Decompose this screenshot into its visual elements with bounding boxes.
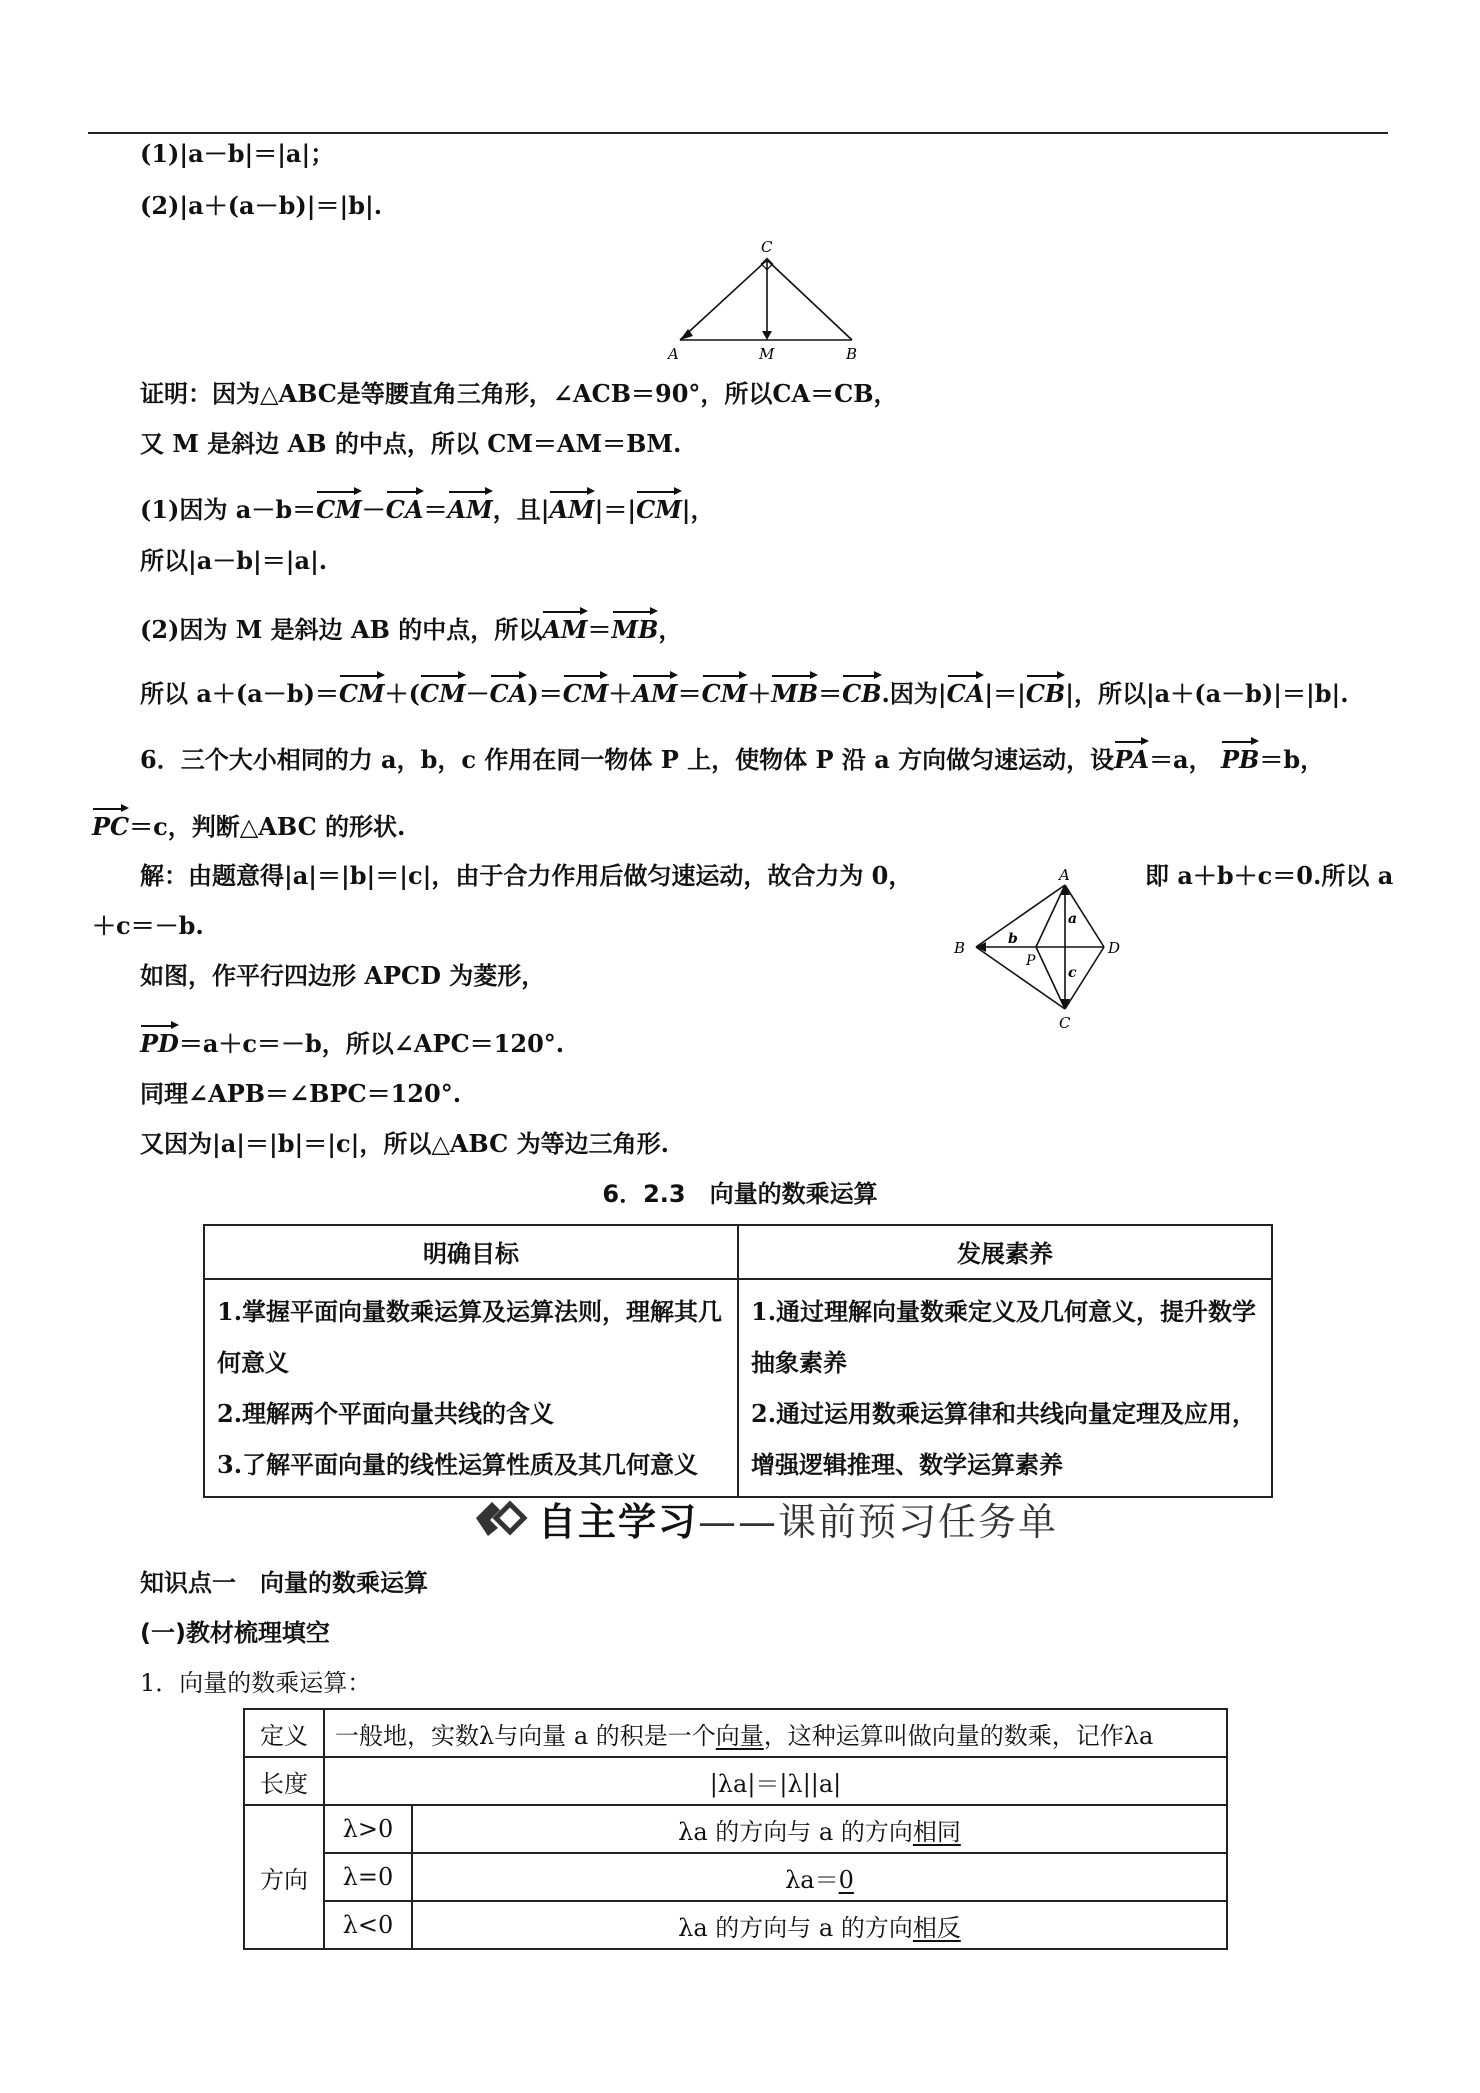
goals-header-left: 明确目标	[204, 1225, 738, 1279]
goals-left-cell	[204, 1279, 738, 1497]
dir-cond-2: λ=0	[324, 1853, 412, 1901]
label-point-b: B	[954, 939, 966, 957]
goal-left-1: 1.掌握平面向量数乘运算及运算法则，理解其几何意义	[217, 1297, 723, 1377]
knowledge-item: 1．向量的数乘运算：	[140, 1669, 372, 1697]
solution-line-3: 如图，作平行四边形 APCD 为菱形，	[140, 961, 546, 990]
goals-table	[203, 1224, 1273, 1498]
goal-right-2: 2.通过运用数乘运算律和共线向量定理及应用，增强逻辑推理、数学运算素养	[751, 1399, 1257, 1479]
goals-header-right: 发展素养	[738, 1225, 1272, 1279]
solution-line-4: PD＝a＋c＝－b，所以∠APC＝120°.	[140, 1022, 564, 1060]
dir-value-1: λa 的方向与 a 的方向相同	[412, 1805, 1227, 1853]
dir-label: 方向	[244, 1805, 324, 1949]
label-vec-a: a	[1068, 911, 1078, 927]
question-6-line-1: 6．三个大小相同的力 a，b，c 作用在同一物体 P 上，使物体 P 沿 a 方向做匀速运动，设PA＝a， PB＝b，	[140, 738, 1324, 776]
label-m: M	[759, 345, 775, 363]
dir-cond-3: λ<0	[324, 1901, 412, 1949]
len-label: 长度	[244, 1757, 324, 1805]
solution-line-1-right: 即 a＋b＋c＝0.所以 a	[1145, 861, 1394, 890]
def-underlined: 向量	[715, 1721, 764, 1750]
vector-am: AM	[549, 488, 594, 526]
proof-line-2: 又 M 是斜边 AB 的中点，所以 CM＝AM＝BM.	[140, 429, 682, 458]
proof-line-4: 所以|a－b|＝|a|.	[140, 546, 328, 575]
label-c: C	[761, 238, 773, 256]
solution-line-2: ＋c＝－b.	[92, 911, 204, 940]
banner-title: 自主学习	[538, 1499, 699, 1544]
knowledge-subtitle: (一)教材梳理填空	[140, 1619, 330, 1647]
vector-mb: MB	[612, 608, 659, 646]
dir-value-3: λa 的方向与 a 的方向相反	[412, 1901, 1227, 1949]
vector-pa: PA	[1114, 738, 1149, 776]
solution-label: 解：	[140, 862, 188, 890]
vector-cm: CM	[636, 488, 682, 526]
proof-line-5: (2)因为 M 是斜边 AB 的中点，所以AM＝MB，	[140, 608, 682, 646]
label-point-c: C	[1059, 1014, 1071, 1032]
proof-label: 证明：	[140, 380, 212, 408]
section-title: 6．2.3 向量的数乘运算	[602, 1180, 878, 1208]
vector-pc: PC	[92, 805, 129, 843]
dir-cond-1: λ>0	[324, 1805, 412, 1853]
goal-right-1: 1.通过理解向量数乘定义及几何意义，提升数学抽象素养	[751, 1297, 1257, 1377]
goal-left-3: 3.了解平面向量的线性运算性质及其几何意义	[217, 1450, 699, 1479]
dir-value-2: λa＝0	[412, 1853, 1227, 1901]
scalar-multiplication-table	[243, 1708, 1228, 1950]
proof-text-1: 因为△ABC是等腰直角三角形，∠ACB＝90°，所以CA＝CB，	[212, 379, 898, 408]
banner-logo-icon	[470, 1496, 528, 1540]
goal-left-2: 2.理解两个平面向量共线的含义	[217, 1399, 555, 1428]
solution-line-5: 同理∠APB＝∠BPC＝120°.	[140, 1079, 462, 1108]
triangle-figure	[660, 235, 870, 365]
banner-subtitle: ——课前预习任务单	[698, 1499, 1059, 1544]
proof-line-6: 所以 a＋(a－b)＝CM＋(CM－CA)＝CM＋AM＝CM＋MB＝CB.因为|CA|＝|CB|，所以|a＋(a－b)|＝|b|.	[140, 672, 1349, 710]
solution-line-6: 又因为|a|＝|b|＝|c|，所以△ABC 为等边三角形.	[140, 1129, 669, 1158]
label-vec-c: c	[1068, 965, 1077, 981]
vector-am: AM	[542, 608, 587, 646]
vector-pb: PB	[1221, 738, 1259, 776]
proof-line-3: (1)因为 a－b＝CM－CA＝AM，且|AM|＝|CM|，	[140, 488, 715, 526]
def-label: 定义	[244, 1709, 324, 1757]
item-1: (1)|a－b|＝|a|；	[140, 139, 335, 168]
label-point-p: P	[1026, 953, 1036, 969]
goals-right-cell	[738, 1279, 1272, 1497]
vector-am: AM	[448, 488, 493, 526]
label-vec-b: b	[1008, 931, 1018, 947]
question-6-line-2: PC＝c，判断△ABC 的形状.	[92, 805, 405, 843]
section-banner	[470, 1488, 1058, 1548]
header-rule	[88, 132, 1388, 134]
label-b: B	[846, 345, 858, 363]
rhombus-figure	[948, 865, 1143, 1035]
len-value: |λa|＝|λ||a|	[324, 1757, 1227, 1805]
proof-line-1	[140, 378, 898, 410]
vector-ca: CA	[386, 488, 424, 526]
label-a: A	[668, 345, 679, 363]
label-point-a: A	[1059, 866, 1070, 884]
knowledge-title: 知识点一 向量的数乘运算	[140, 1569, 428, 1597]
def-value: 一般地，实数λ与向量 a 的积是一个向量，这种运算叫做向量的数乘，记作λa	[324, 1709, 1227, 1757]
vector-pd: PD	[140, 1022, 179, 1060]
item-2: (2)|a＋(a－b)|＝|b|.	[140, 191, 383, 220]
solution-line-1: 解：由题意得|a|＝|b|＝|c|，由于合力作用后做匀速运动，故合力为 0，	[140, 861, 913, 890]
label-point-d: D	[1108, 939, 1121, 957]
vector-cm: CM	[316, 488, 362, 526]
